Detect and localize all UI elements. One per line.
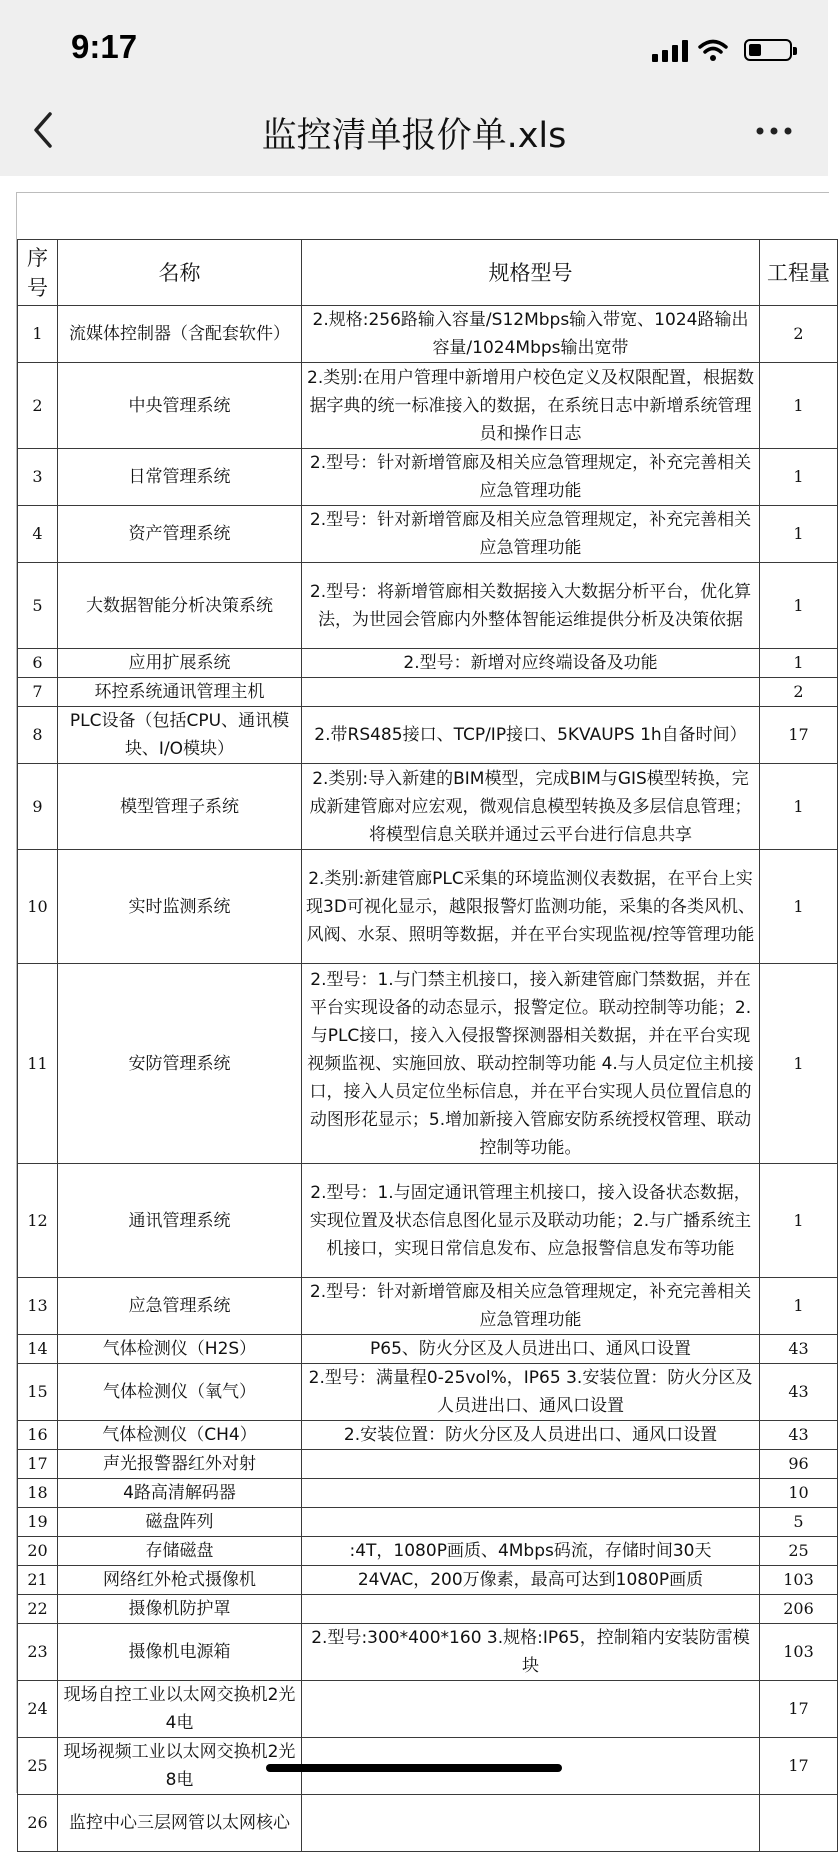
table-row (18, 1364, 838, 1421)
row-name: 气体检测仪（氧气） (58, 1364, 302, 1421)
row-quantity: 103 (760, 1624, 838, 1681)
row-name: 存储磁盘 (58, 1537, 302, 1566)
row-spec: 2.类别:在用户管理中新增用户校色定义及权限配置，根据数据字典的统一标准接入的数据，在系统日志中新增系统管理员和操作日志 (302, 363, 760, 449)
row-name: 通讯管理系统 (58, 1164, 302, 1278)
header-no: 序号 (18, 240, 58, 306)
row-number: 25 (18, 1738, 58, 1795)
table-row (18, 449, 838, 506)
status-time: 9:17 (71, 28, 138, 65)
row-spec (302, 1450, 760, 1479)
row-number: 18 (18, 1479, 58, 1508)
row-name: 模型管理子系统 (58, 764, 302, 850)
row-number: 20 (18, 1537, 58, 1566)
row-quantity: 1 (760, 1164, 838, 1278)
row-spec: 2.类别:新建管廊PLC采集的环境监测仪表数据，在平台上实现3D可视化显示，越限报警灯监测功能，采集的各类风机、风阀、水泵、照明等数据，并在平台实现监视/控等管理功能 (302, 850, 760, 964)
row-quantity: 10 (760, 1479, 838, 1508)
row-number: 3 (18, 449, 58, 506)
row-spec (302, 1508, 760, 1537)
row-spec (302, 1795, 760, 1852)
table-row (18, 764, 838, 850)
row-number: 2 (18, 363, 58, 449)
header (0, 0, 828, 176)
table-row (18, 678, 838, 707)
row-quantity: 25 (760, 1537, 838, 1566)
row-quantity: 206 (760, 1595, 838, 1624)
row-spec: 2.安装位置：防火分区及人员进出口、通风口设置 (302, 1421, 760, 1450)
row-quantity: 103 (760, 1566, 838, 1595)
row-quantity: 2 (760, 306, 838, 363)
row-quantity: 1 (760, 563, 838, 649)
row-quantity: 1 (760, 764, 838, 850)
row-number: 14 (18, 1335, 58, 1364)
row-number: 19 (18, 1508, 58, 1537)
row-number: 17 (18, 1450, 58, 1479)
row-quantity: 43 (760, 1335, 838, 1364)
row-name: 气体检测仪（CH4） (58, 1421, 302, 1450)
battery-icon (744, 39, 792, 61)
row-quantity: 17 (760, 707, 838, 764)
row-number: 8 (18, 707, 58, 764)
row-quantity: 1 (760, 363, 838, 449)
row-name: 磁盘阵列 (58, 1508, 302, 1537)
row-quantity: 2 (760, 678, 838, 707)
more-options-icon[interactable] (754, 116, 794, 146)
row-name: 实时监测系统 (58, 850, 302, 964)
row-quantity: 1 (760, 1278, 838, 1335)
row-number: 1 (18, 306, 58, 363)
row-spec: 2.型号：满量程0-25vol%，IP65 3.安装位置：防火分区及人员进出口、通风口设置 (302, 1364, 760, 1421)
row-number: 23 (18, 1624, 58, 1681)
row-name: 应用扩展系统 (58, 649, 302, 678)
row-quantity: 1 (760, 964, 838, 1164)
row-name: 流媒体控制器（含配套软件） (58, 306, 302, 363)
row-name: 应急管理系统 (58, 1278, 302, 1335)
row-quantity: 1 (760, 506, 838, 563)
row-name: 4路高清解码器 (58, 1479, 302, 1508)
row-quantity: 17 (760, 1738, 838, 1795)
row-quantity: 43 (760, 1421, 838, 1450)
table-row (18, 1421, 838, 1450)
row-spec: 24VAC，200万像素，最高可达到1080P画质 (302, 1566, 760, 1595)
row-spec: 2.型号:300*400*160 3.规格:IP65，控制箱内安装防雷模块 (302, 1624, 760, 1681)
row-quantity: 17 (760, 1681, 838, 1738)
row-name: PLC设备（包括CPU、通讯模块、I/O模块） (58, 707, 302, 764)
spreadsheet-viewer[interactable] (16, 192, 830, 1833)
table-row (18, 1624, 838, 1681)
home-indicator (266, 1764, 562, 1772)
table-row (18, 1566, 838, 1595)
row-spec: 2.规格:256路输入容量/S12Mbps输入带宽、1024路输出容量/1024Mbps输出宽带 (302, 306, 760, 363)
row-quantity: 96 (760, 1450, 838, 1479)
table-row (18, 1795, 838, 1852)
row-quantity: 1 (760, 449, 838, 506)
row-quantity: 43 (760, 1364, 838, 1421)
header-name: 名称 (58, 240, 302, 306)
row-spec: 2.带RS485接口、TCP/IP接口、5KVAUPS 1h自备时间） (302, 707, 760, 764)
row-quantity: 1 (760, 649, 838, 678)
table-row (18, 1681, 838, 1738)
row-name: 日常管理系统 (58, 449, 302, 506)
table-row (18, 506, 838, 563)
row-name: 声光报警器红外对射 (58, 1450, 302, 1479)
row-number: 11 (18, 964, 58, 1164)
table-row (18, 1537, 838, 1566)
row-number: 24 (18, 1681, 58, 1738)
row-quantity: 1 (760, 850, 838, 964)
row-number: 6 (18, 649, 58, 678)
row-spec: P65、防火分区及人员进出口、通风口设置 (302, 1335, 760, 1364)
table-row (18, 1164, 838, 1278)
row-name: 气体检测仪（H2S） (58, 1335, 302, 1364)
row-name: 摄像机电源箱 (58, 1624, 302, 1681)
page-title: 监控清单报价单.xls (261, 116, 567, 156)
table-row (18, 1278, 838, 1335)
table-row (18, 1335, 838, 1364)
row-spec: 2.型号：针对新增管廊及相关应急管理规定，补充完善相关应急管理功能 (302, 1278, 760, 1335)
row-name: 现场自控工业以太网交换机2光4电 (58, 1681, 302, 1738)
row-name: 环控系统通讯管理主机 (58, 678, 302, 707)
row-spec: :4T，1080P画质、4Mbps码流，存储时间30天 (302, 1537, 760, 1566)
row-number: 7 (18, 678, 58, 707)
row-number: 5 (18, 563, 58, 649)
row-spec: 2.型号：1.与固定通讯管理主机接口，接入设备状态数据，实现位置及状态信息图化显示及联动功能；2.与广播系统主机接口，实现日常信息发布、应急报警信息发布等功能 (302, 1164, 760, 1278)
row-name: 大数据智能分析决策系统 (58, 563, 302, 649)
table-row (18, 1450, 838, 1479)
row-quantity: 5 (760, 1508, 838, 1537)
row-name: 安防管理系统 (58, 964, 302, 1164)
table-row (18, 306, 838, 363)
row-spec (302, 1479, 760, 1508)
row-number: 26 (18, 1795, 58, 1852)
table-row (18, 363, 838, 449)
header-qty: 工程量 (760, 240, 838, 306)
table-row (18, 850, 838, 964)
cellular-signal-icon (652, 38, 688, 62)
row-number: 13 (18, 1278, 58, 1335)
table-row (18, 563, 838, 649)
table-header-row (18, 240, 838, 306)
table-row (18, 1595, 838, 1624)
table-row (18, 649, 838, 678)
table-row (18, 964, 838, 1164)
quotation-table (17, 239, 838, 1852)
row-spec (302, 1681, 760, 1738)
table-row (18, 707, 838, 764)
row-name: 网络红外枪式摄像机 (58, 1566, 302, 1595)
row-spec (302, 1595, 760, 1624)
wifi-icon (698, 38, 728, 62)
header-spec: 规格型号 (302, 240, 760, 306)
row-spec: 2.型号：针对新增管廊及相关应急管理规定，补充完善相关应急管理功能 (302, 506, 760, 563)
row-number: 9 (18, 764, 58, 850)
row-number: 12 (18, 1164, 58, 1278)
row-spec: 2.型号：将新增管廊相关数据接入大数据分析平台，优化算法，为世园会管廊内外整体智能运维提供分析及决策依据 (302, 563, 760, 649)
row-name: 现场视频工业以太网交换机2光8电 (58, 1738, 302, 1795)
row-name: 摄像机防护罩 (58, 1595, 302, 1624)
row-spec: 2.型号：1.与门禁主机接口，接入新建管廊门禁数据，并在平台实现设备的动态显示，报警定位。联动控制等功能；2.与PLC接口，接入入侵报警探测器相关数据，并在平台实现视频监视、实施回放、联动控制等功能 4.与人员定位主机接口，接入人员定位坐标信息，并在平台实现人员位置信息的动图形花显示；5.增加新接入管廊安防系统授权管理、联动控制等功能。 (302, 964, 760, 1164)
row-quantity (760, 1795, 838, 1852)
row-name: 中央管理系统 (58, 363, 302, 449)
row-number: 4 (18, 506, 58, 563)
row-number: 22 (18, 1595, 58, 1624)
row-spec: 2.类别:导入新建的BIM模型，完成BIM与GIS模型转换，完成新建管廊对应宏观，微观信息模型转换及多层信息管理；将模型信息关联并通过云平台进行信息共享 (302, 764, 760, 850)
status-icons (652, 36, 792, 64)
row-number: 15 (18, 1364, 58, 1421)
row-name: 资产管理系统 (58, 506, 302, 563)
row-spec (302, 678, 760, 707)
row-name: 监控中心三层网管以太网核心 (58, 1795, 302, 1852)
row-number: 10 (18, 850, 58, 964)
row-spec: 2.型号：针对新增管廊及相关应急管理规定，补充完善相关应急管理功能 (302, 449, 760, 506)
row-spec: 2.型号：新增对应终端设备及功能 (302, 649, 760, 678)
row-number: 16 (18, 1421, 58, 1450)
table-row (18, 1508, 838, 1537)
row-number: 21 (18, 1566, 58, 1595)
table-row (18, 1479, 838, 1508)
